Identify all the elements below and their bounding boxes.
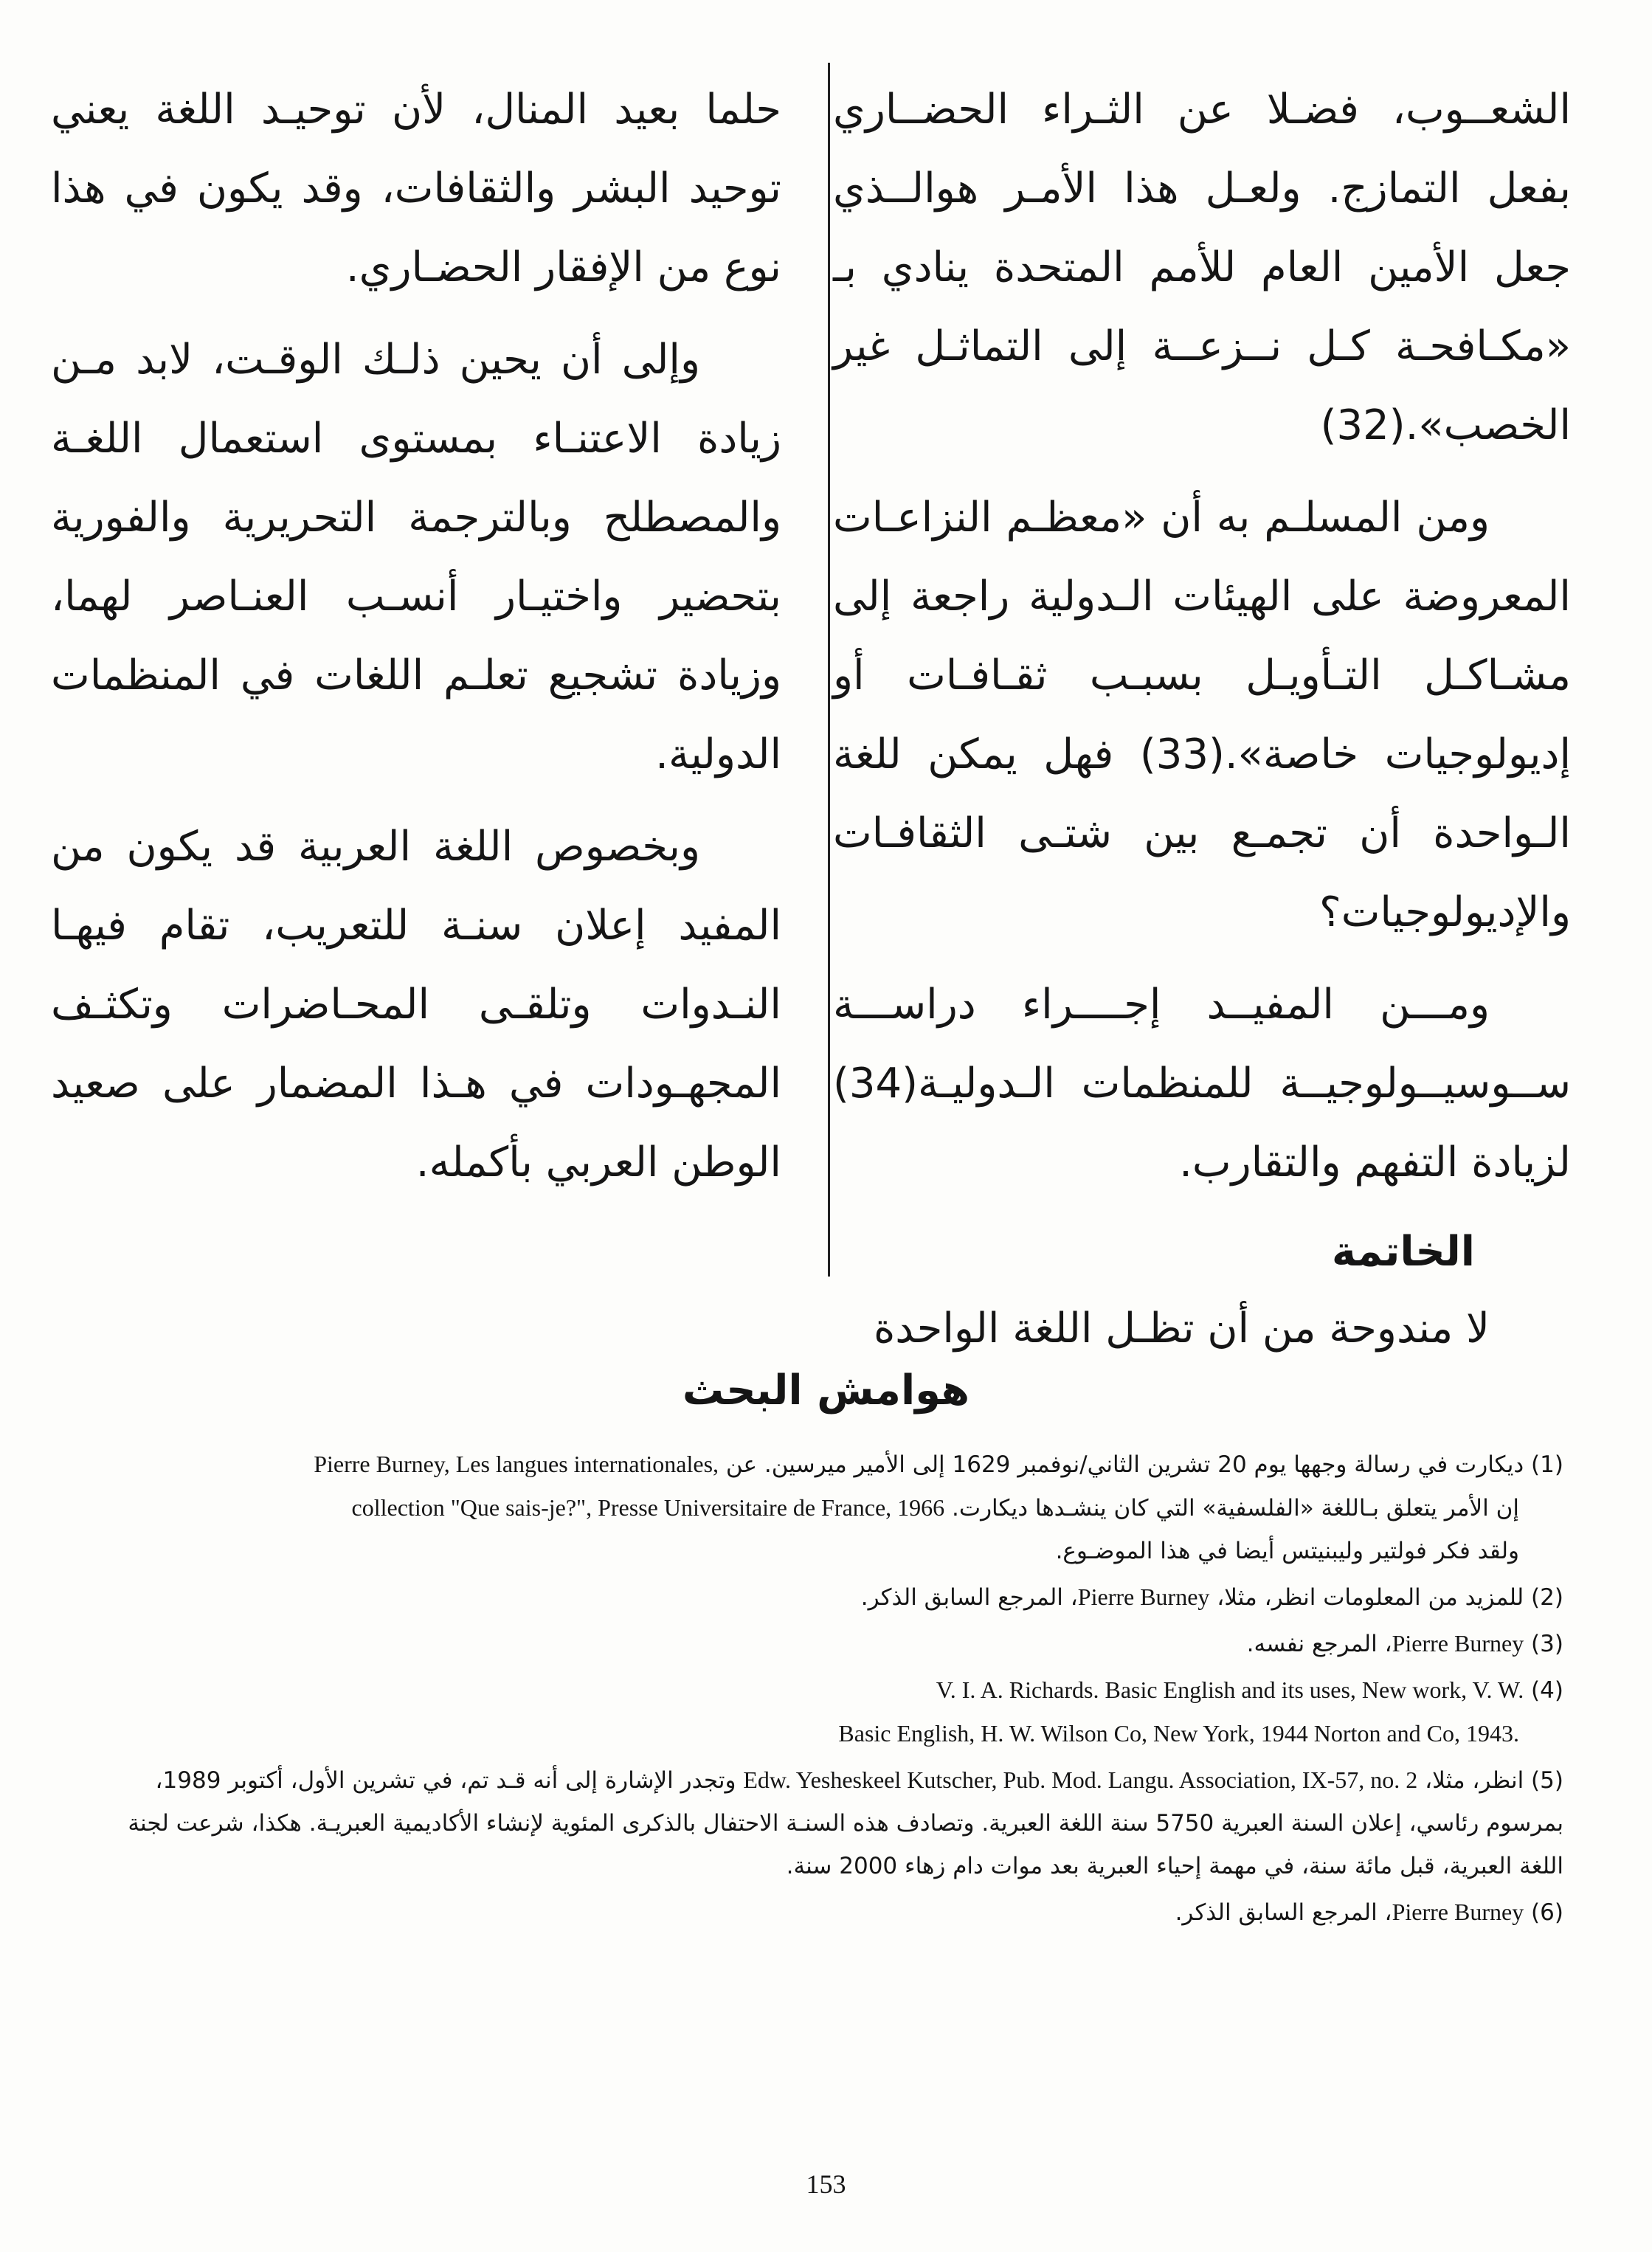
page-number: 153 <box>806 2169 846 2199</box>
footnote-3 <box>88 1622 1563 1665</box>
footnote-2-text-2: ، المرجع السابق الذكر. <box>860 1584 1078 1611</box>
right-paragraph-1: الشعــوب، فضـلا عن الثـراء الحضــاري بفعل التمازج. ولعـل هذا الأمـر هوالــذي جعل الأمين العام للأمم المتحدة ينادي بـ «مكـافحـة كـل نــزعــة إلى التماثـل غير الخصب».(32) <box>833 86 1571 449</box>
left-text-column <box>51 70 781 1215</box>
footnote-2 <box>88 1575 1563 1619</box>
footnote-1-text-3: ولقد فكر فولتير وليبنيتس أيضا في هذا الموضـوع. <box>1055 1538 1519 1564</box>
footnote-2-text: (2) للمزيد من المعلومات انظر، مثلا، <box>1217 1584 1563 1611</box>
footnote-6-number: (6) <box>1531 1899 1563 1926</box>
footnote-4 <box>88 1668 1563 1755</box>
right-paragraph-3: ومـــن المفيــد إجــــراء دراســـة ســوسيــولوجيــة للمنظمات الـدوليـة(34) لزيادة التفهم والتقارب. <box>833 981 1571 1187</box>
footnotes <box>88 1443 1563 1937</box>
footnote-1-latin-2: collection "Que sais-je?", Presse Universitaire de France, 1966 <box>351 1494 945 1521</box>
footnote-5-latin: Edw. Yesheskeel Kutscher, Pub. Mod. Langu. Association, IX-57, no. 2 <box>743 1766 1418 1793</box>
footnote-1-latin: Pierre Burney, Les langues internationales, <box>314 1451 719 1477</box>
column-divider <box>828 63 830 1277</box>
left-paragraph-1: حلما بعيد المنال، لأن توحيـد اللغة يعني توحيد البشر والثقافات، وقد يكون في هذا نوع من الإفقار الحضـاري. <box>51 86 781 291</box>
footnote-3-latin: Pierre Burney <box>1392 1630 1524 1657</box>
footnote-6 <box>88 1890 1563 1934</box>
footnote-2-latin: Pierre Burney <box>1077 1583 1210 1610</box>
left-paragraph-2: وإلى أن يحين ذلـك الوقـت، لابد مـن زيادة الاعتنـاء بمستوى استعمال اللغـة والمصطلح وبالترجمة التحريرية والفورية بتحضير واختيـار أنسـب العنـاصر لهما، وزيادة تشجيع تعلـم اللغات في المنظمات الدولية. <box>51 336 781 778</box>
footnote-1 <box>88 1443 1563 1572</box>
right-text-column <box>833 70 1571 1381</box>
footnote-5 <box>88 1758 1563 1887</box>
footnote-6-latin: Pierre Burney <box>1392 1899 1524 1925</box>
footnote-6-text: ، المرجع السابق الذكر. <box>1175 1899 1392 1926</box>
footnote-3-text: ، المرجع نفسه. <box>1246 1631 1392 1657</box>
footnote-4-latin: V. I. A. Richards. Basic English and its uses, New work, V. W. <box>936 1676 1524 1703</box>
footnote-4-number: (4) <box>1531 1677 1563 1704</box>
footnote-5-text: (5) انظر، مثلا، <box>1425 1767 1563 1794</box>
left-paragraph-3: وبخصوص اللغة العربية قد يكون من المفيد إعلان سنـة للتعريب، تقام فيهـا النـدوات وتلقـى المحـاضرات وتكثـف المجهـودات في هـذا المضمار على صعيد الوطن العربي بأكمله. <box>51 823 781 1187</box>
right-paragraph-4: لا مندوحة من أن تظـل اللغة الواحدة <box>873 1305 1490 1353</box>
footnote-4-latin-2: Basic English, H. W. Wilson Co, New York, 1944 Norton and Co, 1943. <box>838 1720 1519 1747</box>
footnote-3-number: (3) <box>1531 1631 1563 1657</box>
conclusion-heading: الخاتمة <box>1331 1228 1475 1276</box>
footnote-1-text: (1) ديكارت في رسالة وجهها يوم 20 تشرين الثاني/نوفمبر 1629 إلى الأمير ميرسين. عن <box>725 1451 1563 1478</box>
right-paragraph-2: ومن المسلـم به أن «معظـم النزاعـات المعروضة على الهيئات الـدولية راجعة إلى مشـاكـل التـأويـل بسبـب ثقـافـات أو إديولوجيات خاصة».(33) فهل يمكن للغة الـواحدة أن تجمـع بين شتـى الثقافـات والإديولوجيات؟ <box>833 494 1571 936</box>
footnote-1-text-2: إن الأمر يتعلق بـاللغة «الفلسفية» التي كان ينشـدها ديكارت. <box>952 1495 1519 1522</box>
footnote-5-text-2: وتجدر الإشارة إلى أنه قـد تم، في تشرين الأول، أكتوبر 1989، بمرسوم رئاسي، إعلان السنة العبرية 5750 سنة اللغة العبرية. وتصادف هذه السنـة الاحتفال بالذكرى المئوية لإنشاء الأكاديمية العبريـة. هكذا، شرعت لجنة اللغة العبرية، قبل مائة سنة، في مهمة إحياء العبرية بعد موات دام زهاء 2000 سنة. <box>128 1767 1563 1879</box>
footnotes-title: هوامش البحث <box>682 1367 970 1415</box>
